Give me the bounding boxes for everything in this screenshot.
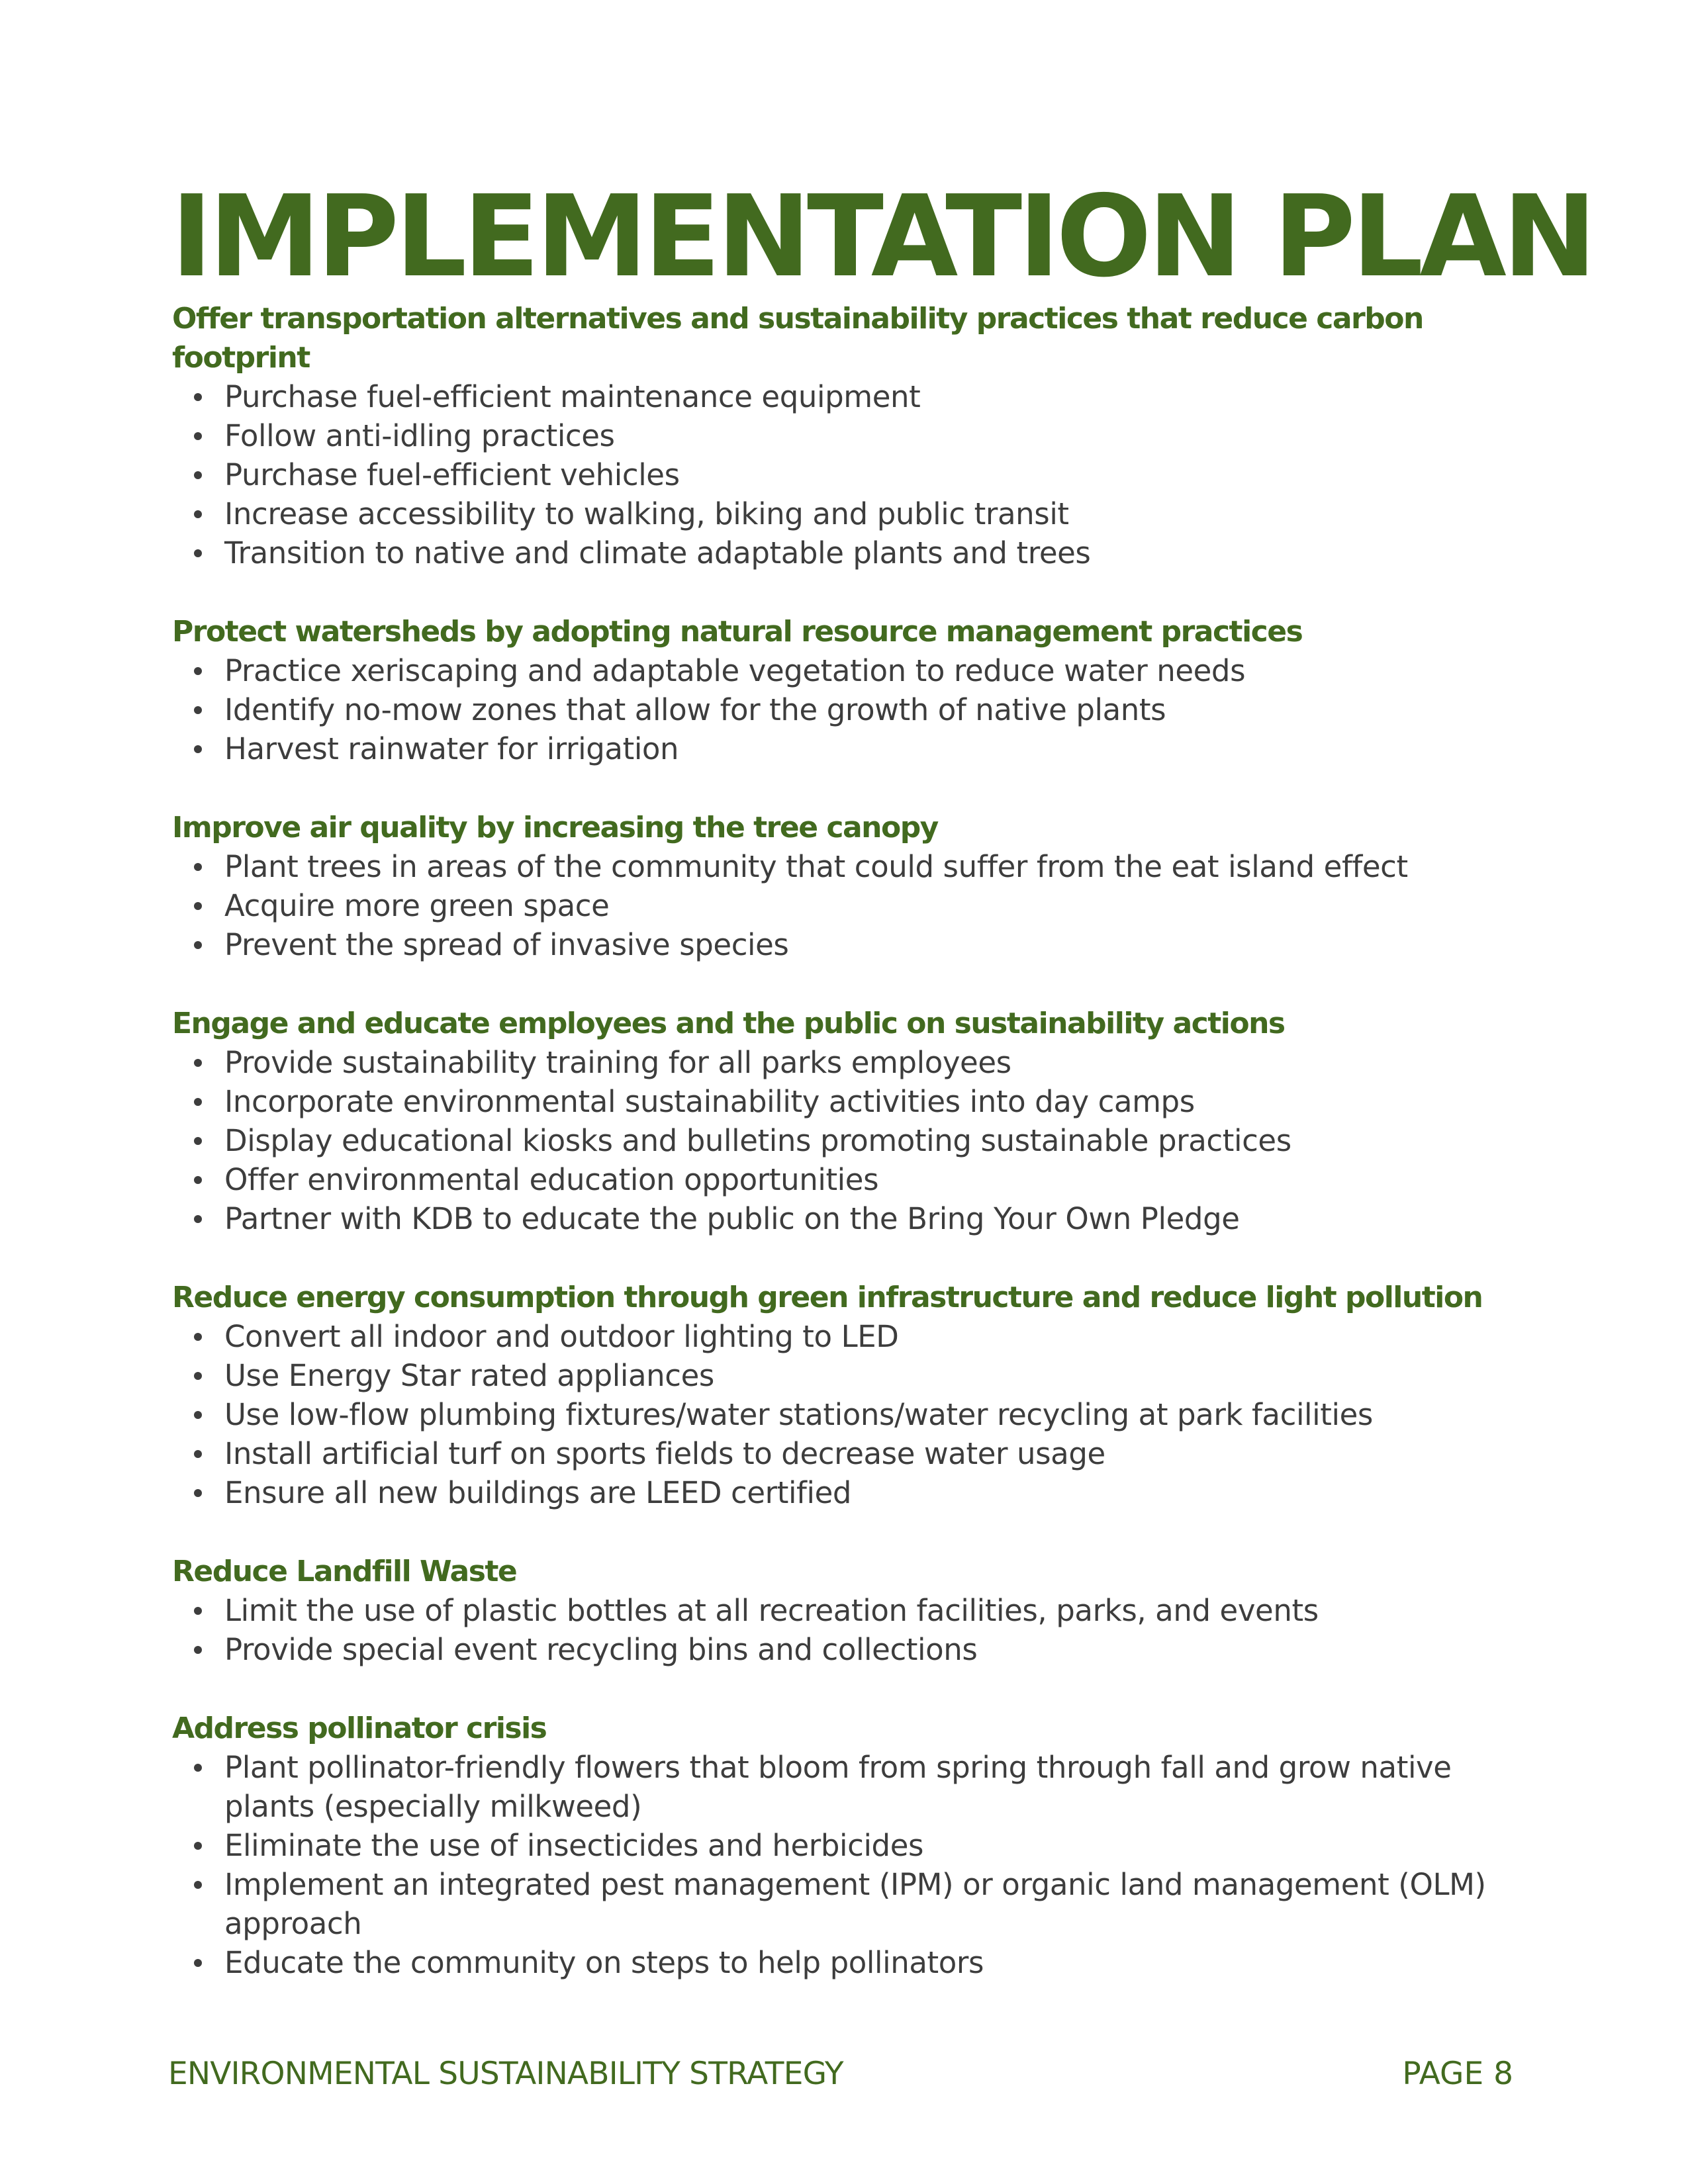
bullet-icon — [194, 510, 202, 518]
list-item-text: Limit the use of plastic bottles at all recreation facilities, parks, and events — [224, 1593, 1319, 1628]
list-item — [172, 1826, 1523, 1865]
bullet-icon — [194, 1959, 202, 1967]
list-item — [172, 1121, 1523, 1160]
section-watersheds — [172, 612, 1523, 768]
list-item-text: Harvest rainwater for irrigation — [224, 731, 679, 766]
list-item — [172, 1748, 1523, 1826]
list-item — [172, 1317, 1523, 1356]
list-item — [172, 690, 1523, 729]
bullet-icon — [194, 1215, 202, 1223]
list-item — [172, 1395, 1523, 1434]
bullet-icon — [194, 902, 202, 910]
bullet-icon — [194, 1646, 202, 1654]
bullet-icon — [194, 1333, 202, 1341]
list-item-text: Ensure all new buildings are LEED certified — [224, 1475, 852, 1510]
bullet-icon — [194, 1411, 202, 1419]
list-item-text: Use low-flow plumbing fixtures/water stations/water recycling at park facilities — [224, 1397, 1373, 1432]
bullet-icon — [194, 1137, 202, 1145]
bullet-icon — [194, 863, 202, 871]
list-item-text: Provide sustainability training for all parks employees — [224, 1045, 1011, 1080]
list-item — [172, 1160, 1523, 1199]
bullet-icon — [194, 1450, 202, 1458]
list-item-text: Partner with KDB to educate the public on the Bring Your Own Pledge — [224, 1201, 1240, 1236]
list-item — [172, 886, 1523, 925]
bullet-icon — [194, 941, 202, 949]
footer-document-title: ENVIRONMENTAL SUSTAINABILITY STRATEGY — [168, 2056, 843, 2092]
page-title: IMPLEMENTATION PLAN — [171, 171, 1593, 302]
list-item — [172, 1473, 1523, 1512]
section-heading: Protect watersheds by adopting natural resource management practices — [172, 615, 1303, 649]
bullet-icon — [194, 1098, 202, 1106]
section-heading: Offer transportation alternatives and sustainability practices that reduce carbon footprint — [172, 302, 1423, 375]
bullet-list — [172, 1317, 1523, 1512]
list-item-text: Purchase fuel-efficient maintenance equipment — [224, 379, 921, 414]
bullet-list — [172, 1591, 1523, 1669]
list-item — [172, 1943, 1523, 1982]
bullet-icon — [194, 667, 202, 675]
list-item-text: Acquire more green space — [224, 888, 610, 923]
section-pollinator — [172, 1709, 1523, 1982]
section-heading: Address pollinator crisis — [172, 1711, 547, 1745]
list-item-text: Plant trees in areas of the community that could suffer from the eat island effect — [224, 849, 1408, 884]
bullet-list — [172, 1748, 1523, 1982]
list-item-text: Plant pollinator-friendly flowers that bloom from spring through fall and grow native plants (especially milkweed) — [224, 1750, 1452, 1824]
section-air-quality — [172, 808, 1523, 964]
list-item — [172, 651, 1523, 690]
list-item — [172, 1591, 1523, 1630]
list-item-text: Convert all indoor and outdoor lighting to LED — [224, 1319, 899, 1354]
list-item — [172, 729, 1523, 768]
bullet-icon — [194, 1059, 202, 1067]
bullet-icon — [194, 1881, 202, 1889]
list-item-text: Practice xeriscaping and adaptable vegetation to reduce water needs — [224, 653, 1246, 688]
list-item — [172, 1865, 1523, 1943]
bullet-icon — [194, 432, 202, 440]
list-item — [172, 1043, 1523, 1082]
list-item — [172, 377, 1523, 416]
list-item — [172, 416, 1523, 455]
bullet-icon — [194, 1372, 202, 1380]
list-item-text: Incorporate environmental sustainability activities into day camps — [224, 1084, 1195, 1119]
bullet-icon — [194, 1489, 202, 1497]
section-heading: Engage and educate employees and the public on sustainability actions — [172, 1007, 1285, 1040]
list-item-text: Display educational kiosks and bulletins promoting sustainable practices — [224, 1123, 1291, 1158]
bullet-list — [172, 847, 1523, 964]
list-item-text: Install artificial turf on sports fields to decrease water usage — [224, 1436, 1105, 1471]
section-transportation — [172, 299, 1523, 572]
list-item — [172, 533, 1523, 572]
list-item-text: Increase accessibility to walking, biking and public transit — [224, 496, 1069, 531]
list-item-text: Offer environmental education opportunities — [224, 1162, 879, 1197]
list-item-text: Eliminate the use of insecticides and herbicides — [224, 1828, 924, 1863]
list-item — [172, 455, 1523, 494]
bullet-icon — [194, 1842, 202, 1850]
bullet-icon — [194, 1607, 202, 1615]
bullet-list — [172, 651, 1523, 768]
list-item-text: Purchase fuel-efficient vehicles — [224, 457, 680, 492]
list-item-text: Implement an integrated pest management (IPM) or organic land management (OLM) approach — [224, 1867, 1486, 1941]
bullet-icon — [194, 1764, 202, 1772]
plan-content — [172, 299, 1523, 2022]
list-item — [172, 1434, 1523, 1473]
bullet-icon — [194, 393, 202, 401]
section-heading: Improve air quality by increasing the tree canopy — [172, 811, 938, 844]
bullet-icon — [194, 1176, 202, 1184]
bullet-list — [172, 377, 1523, 572]
list-item — [172, 925, 1523, 964]
section-energy — [172, 1278, 1523, 1512]
list-item — [172, 1082, 1523, 1121]
section-heading: Reduce Landfill Waste — [172, 1555, 517, 1588]
list-item-text: Educate the community on steps to help pollinators — [224, 1945, 984, 1980]
section-heading: Reduce energy consumption through green infrastructure and reduce light pollution — [172, 1281, 1483, 1314]
list-item — [172, 1630, 1523, 1669]
list-item-text: Follow anti-idling practices — [224, 418, 615, 453]
list-item-text: Prevent the spread of invasive species — [224, 927, 789, 962]
footer-page-number: PAGE 8 — [1402, 2056, 1513, 2092]
list-item-text: Provide special event recycling bins and collections — [224, 1632, 978, 1667]
list-item-text: Transition to native and climate adaptable plants and trees — [224, 535, 1091, 570]
bullet-icon — [194, 745, 202, 753]
list-item — [172, 847, 1523, 886]
bullet-list — [172, 1043, 1523, 1238]
list-item-text: Identify no-mow zones that allow for the growth of native plants — [224, 692, 1166, 727]
section-engage-educate — [172, 1004, 1523, 1238]
list-item — [172, 494, 1523, 533]
section-landfill-waste — [172, 1552, 1523, 1669]
list-item-text: Use Energy Star rated appliances — [224, 1358, 714, 1393]
bullet-icon — [194, 549, 202, 557]
bullet-icon — [194, 471, 202, 479]
list-item — [172, 1199, 1523, 1238]
bullet-icon — [194, 706, 202, 714]
list-item — [172, 1356, 1523, 1395]
